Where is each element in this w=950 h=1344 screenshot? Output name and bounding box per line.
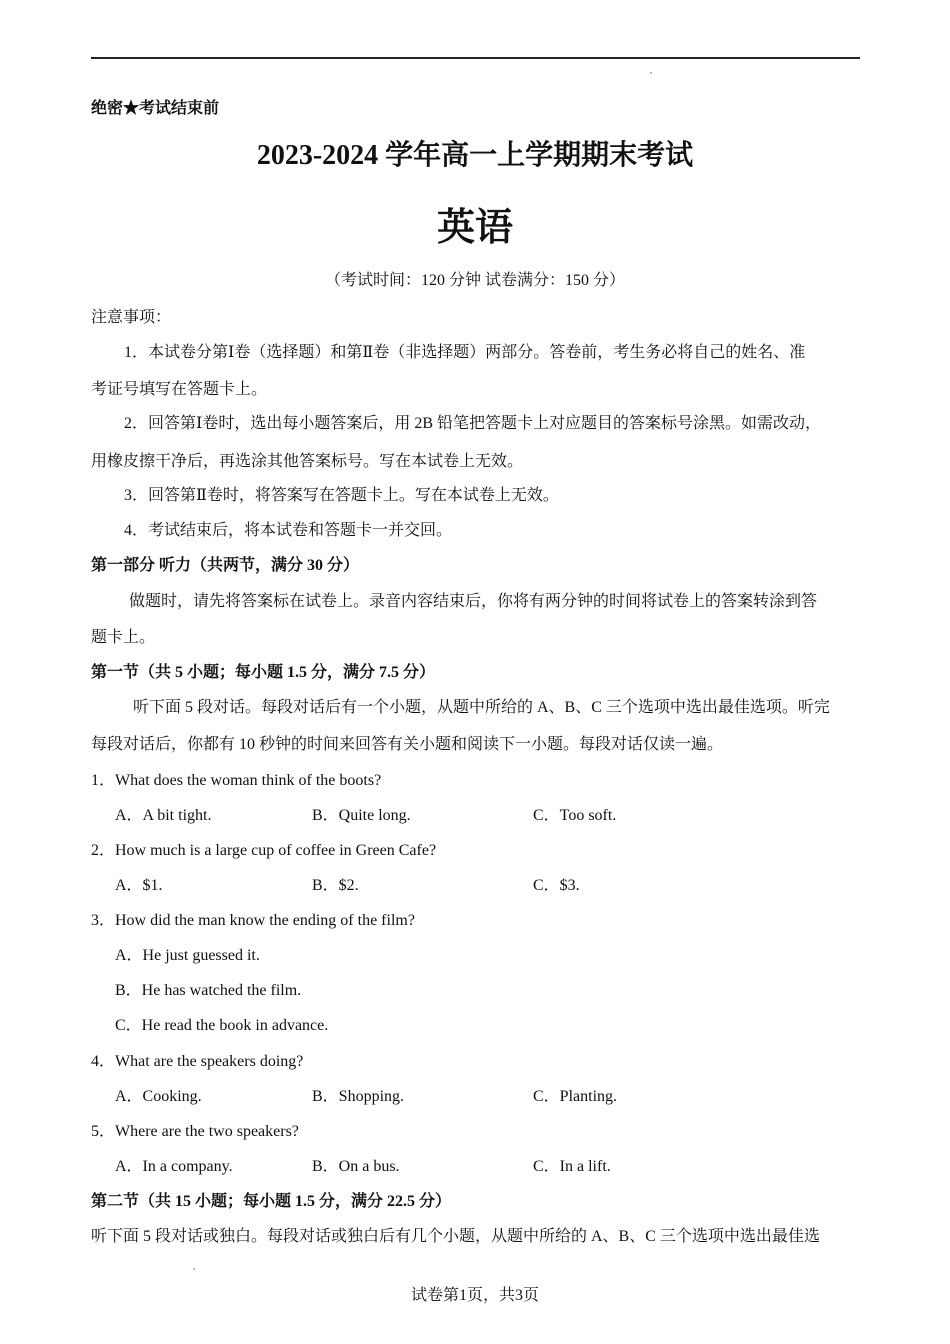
notes-heading: 注意事项： [91,309,172,326]
option-b: B．Quite long. [312,807,411,824]
question-stem: 4．What are the speakers doing? [91,1053,304,1070]
section2-intro: 听下面 5 段对话或独白。每段对话或独白后有几个小题，从题中所给的 A、B、C 三个选项中选出最佳选 [91,1228,820,1245]
exam-info: （考试时间：120 分钟 试卷满分：150 分） [324,272,625,289]
option-a: A．He just guessed it. [115,947,260,964]
note-item: 3．回答第Ⅱ卷时，将答案写在答题卡上。写在本试卷上无效。 [124,487,559,504]
option-b: B．He has watched the film. [115,982,302,999]
question-stem: 1．What does the woman think of the boots? [91,772,382,789]
option-a: A．Cooking. [115,1088,202,1105]
option-b: B．On a bus. [312,1158,400,1175]
option-c: C．$3. [533,877,580,894]
page-footer: 试卷第1页，共3页 [410,1287,539,1304]
question-stem: 5．Where are the two speakers? [91,1123,299,1140]
question-stem: 3．How did the man know the ending of the film? [91,912,415,929]
section1-intro: 听下面 5 段对话。每段对话后有一个小题，从题中所给的 A、B、C 三个选项中选出最佳选项。听完 [133,699,830,716]
scan-dot [193,1268,195,1270]
top-rule [91,57,860,59]
option-c: C．Too soft. [533,807,617,824]
section1-heading: 第一节（共 5 小题；每小题 1.5 分，满分 7.5 分） [91,664,436,681]
option-c: C．Planting. [533,1088,618,1105]
part1-heading: 第一部分 听力（共两节，满分 30 分） [91,557,360,574]
option-a: A．In a company. [115,1158,233,1175]
option-b: B．Shopping. [312,1088,405,1105]
part1-intro-continued: 题卡上。 [91,629,156,646]
note-item-continued: 考证号填写在答题卡上。 [91,381,268,398]
subject-title: 英语 [436,205,513,249]
option-c: C．In a lift. [533,1158,611,1175]
confidential-label: 绝密★考试结束前 [91,100,220,117]
option-b: B．$2. [312,877,359,894]
option-a: A．A bit tight. [115,807,212,824]
option-a: A．$1. [115,877,163,894]
section2-heading: 第二节（共 15 小题；每小题 1.5 分，满分 22.5 分） [91,1193,452,1210]
scan-dot [650,72,652,74]
question-stem: 2．How much is a large cup of coffee in Green Cafe? [91,842,437,859]
note-item: 2．回答第Ⅰ卷时，选出每小题答案后，用 2B 铅笔把答题卡上对应题目的答案标号涂黑。如需改动， [124,415,821,432]
part1-intro: 做题时，请先将答案标在试卷上。录音内容结束后，你将有两分钟的时间将试卷上的答案转涂到答 [129,593,818,610]
option-c: C．He read the book in advance. [115,1017,329,1034]
note-item: 1．本试卷分第Ⅰ卷（选择题）和第Ⅱ卷（非选择题）两部分。答卷前，考生务必将自己的姓名、准 [124,344,806,361]
note-item-continued: 用橡皮擦干净后，再选涂其他答案标号。写在本试卷上无效。 [91,453,524,470]
exam-title: 2023-2024 学年高一上学期期末考试 [256,140,694,171]
note-item: 4．考试结束后，将本试卷和答题卡一并交回。 [124,522,453,539]
section1-intro-continued: 每段对话后，你都有 10 秒钟的时间来回答有关小题和阅读下一小题。每段对话仅读一遍。 [91,736,724,753]
